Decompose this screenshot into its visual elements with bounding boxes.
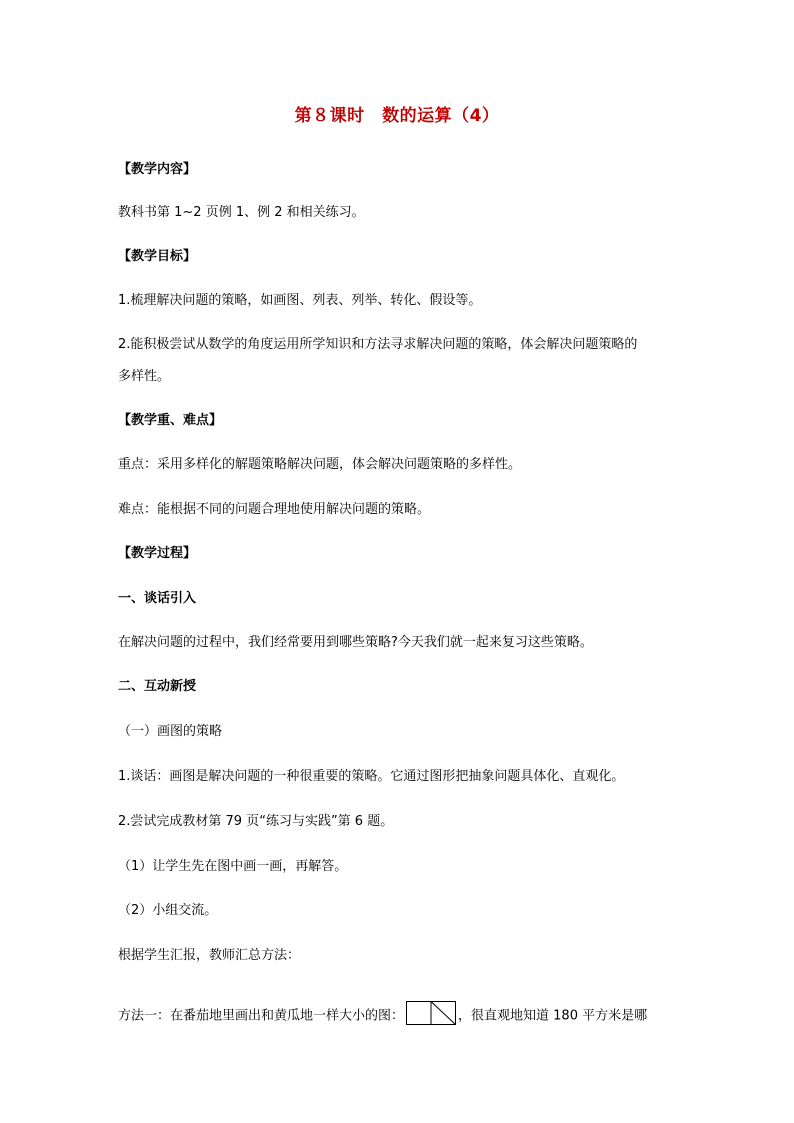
field-diagram-icon <box>406 1001 456 1031</box>
teaching-content-heading: 【教学内容】 <box>118 162 197 177</box>
step-1: 1.谈话：画图是解决问题的一种很重要的策略。它通过图形把抽象问题具体化、直观化。 <box>118 769 625 784</box>
goal-2-line-1: 2.能积极尝试从数学的角度运用所学知识和方法寻求解决问题的策略，体会解决问题策略的 <box>118 337 638 352</box>
part-1-text: 在解决问题的过程中，我们经常要用到哪些策略?今天我们就一起来复习这些策略。 <box>118 635 593 650</box>
method-1-line <box>118 1001 647 1031</box>
summary-intro: 根据学生汇报，教师汇总方法： <box>118 948 301 963</box>
goal-1: 1.梳理解决问题的策略，如画图、列表、列举、转化、假设等。 <box>118 293 482 308</box>
step-2-2: （2）小组交流。 <box>118 903 218 918</box>
part-1-heading: 一、谈话引入 <box>118 591 197 606</box>
sub-1-heading: （一）画图的策略 <box>118 724 223 739</box>
method-1-text-after: ，很直观地知道 180 平方米是哪 <box>458 1008 648 1024</box>
method-1-text-before: 方法一：在番茄地里画出和黄瓜地一样大小的图： <box>118 1008 405 1024</box>
page-title: 第８课时 数的运算（4） <box>294 106 500 126</box>
step-2-1: （1）让学生先在图中画一画，再解答。 <box>118 859 348 874</box>
key-difficult-heading: 【教学重、难点】 <box>118 413 223 428</box>
teaching-goals-heading: 【教学目标】 <box>118 249 197 264</box>
difficult-point: 难点：能根据不同的问题合理地使用解决问题的策略。 <box>118 502 431 517</box>
teaching-content-text: 教科书第 1~2 页例 1、例 2 和相关练习。 <box>118 205 365 220</box>
teaching-process-heading: 【教学过程】 <box>118 546 197 561</box>
key-point: 重点：采用多样化的解题策略解决问题，体会解决问题策略的多样性。 <box>118 457 522 472</box>
goal-2-line-2: 多样性。 <box>118 369 171 384</box>
part-2-heading: 二、互动新授 <box>118 679 197 694</box>
step-2: 2.尝试完成教材第 79 页“练习与实践”第 6 题。 <box>118 814 394 829</box>
